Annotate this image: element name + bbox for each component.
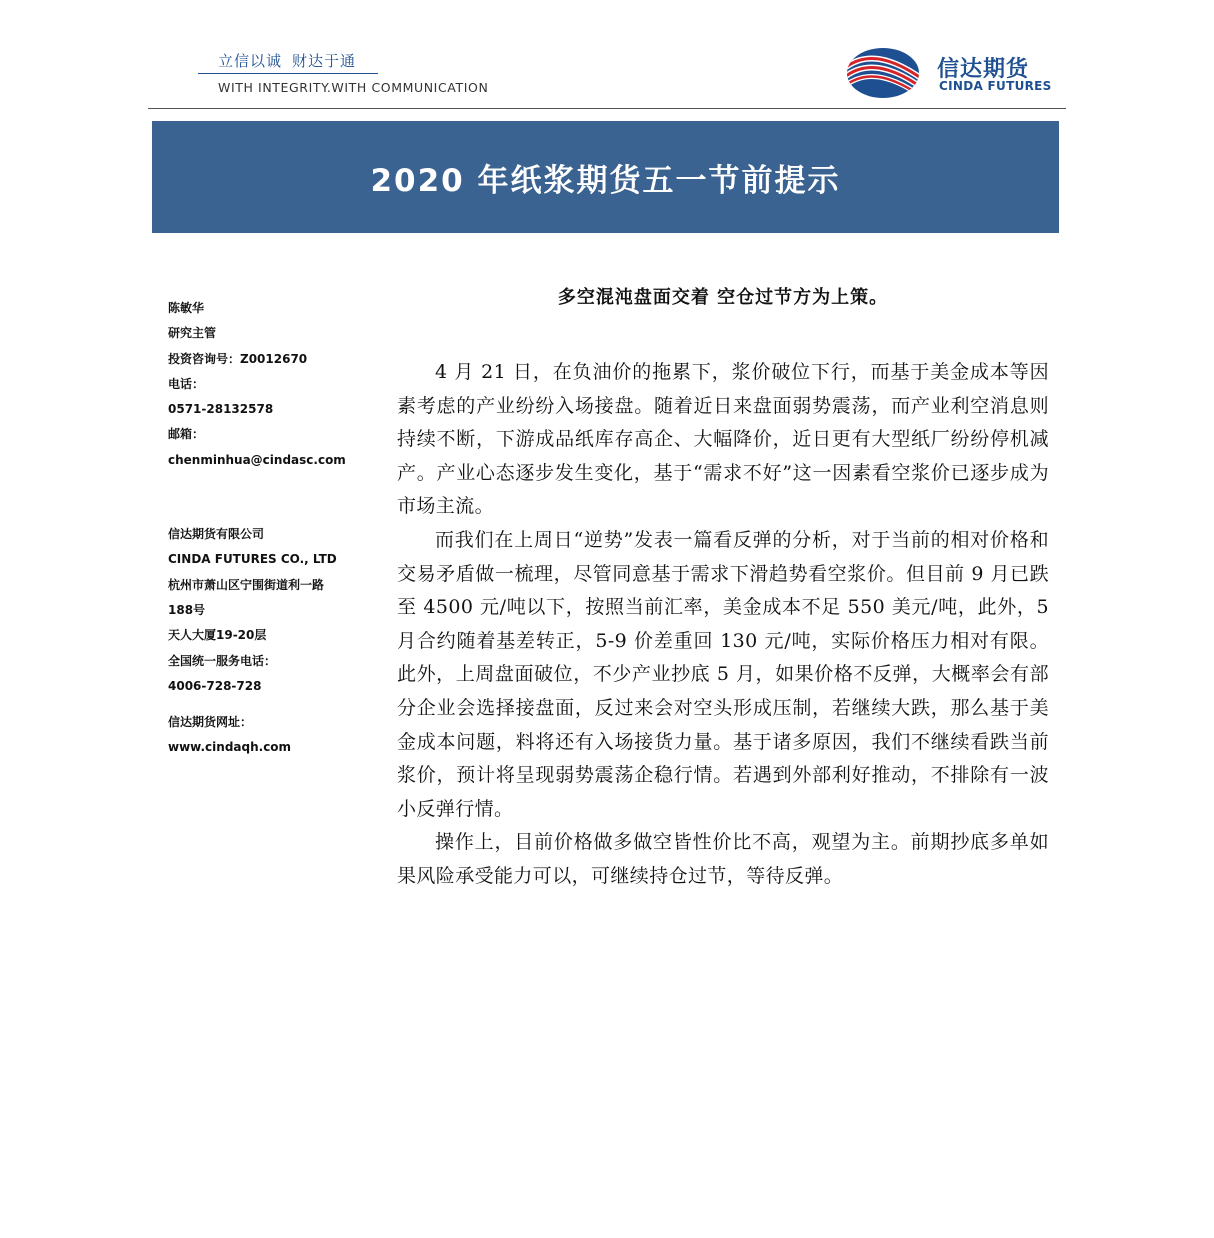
company-name-en: CINDA FUTURES CO., LTD <box>168 552 337 567</box>
slogan-cn <box>218 50 488 71</box>
address-line: 188号 <box>168 602 206 617</box>
report-body <box>397 283 1049 894</box>
author-name: 陈敏华 <box>168 301 205 315</box>
report-subtitle: 多空混沌盘面交着 空仓过节方为上策。 <box>557 287 889 308</box>
hotline-label: 全国统一服务电话： <box>168 653 277 668</box>
address-line: 杭州市萧山区宁围街道利一路 <box>168 577 325 592</box>
company-name-cn: 信达期货有限公司 <box>168 527 265 542</box>
cinda-logo <box>843 47 1083 99</box>
website-label: 信达期货网址： <box>168 715 253 730</box>
email-address: chenminhua@cindasc.com <box>168 452 346 467</box>
phone-label: 电话： <box>168 376 205 391</box>
header-slogan <box>218 50 488 95</box>
cinda-logo-icon <box>843 47 923 99</box>
author-sidebar <box>168 296 383 761</box>
sidebar-spacer <box>168 473 383 522</box>
phone-number: 0571-28132578 <box>168 402 274 417</box>
header-divider <box>148 108 1066 109</box>
address-line: 天人大厦19-20层 <box>168 628 267 643</box>
slogan-en: WITH INTEGRITY.WITH COMMUNICATION <box>218 80 489 95</box>
body-paragraph: 而我们在上周日“逆势”发表一篇看反弹的分析，对于当前的相对价格和交易矛盾做一梳理，尽管同意基于需求下滑趋势看空浆价。但目前 9 月已跌至 4500 元/吨以下，按照当前汇率，美金成本不足 550 美元/吨，此外，5 月合约随着基差转正，5-9 价差重回 130 元/吨，实际价格压力相对有限。此外，上周盘面破位，不少产业抄底 5 月，如果价格不反弹，大概率会有部分企业会选择接盘面，反过来会对空头形成压制，若继续大跌，那么基于美金成本问题，料将还有入场接货力量。基于诸多原因，我们不继续看跌当前浆价，预计将呈现弱势震荡企稳行情。若遇到外部利好推动，不排除有一波小反弹行情。 <box>397 528 1049 820</box>
sidebar-spacer <box>168 699 383 710</box>
license-number: 投资咨询号：Z0012670 <box>168 351 308 366</box>
website-url: www.cindaqh.com <box>168 740 292 755</box>
slogan-part1: 立信以诚 <box>218 52 283 70</box>
logo-text-cn: 信达期货 <box>937 57 1030 82</box>
title-banner <box>152 121 1059 233</box>
author-role: 研究主管 <box>168 326 217 341</box>
body-paragraph: 4 月 21 日，在负油价的拖累下，浆价破位下行，而基于美金成本等因素考虑的产业纷纷入场接盘。随着近日来盘面弱势震荡，而产业利空消息则持续不断，下游成品纸库存高企、大幅降价，近日更有大型纸厂纷纷停机减产。产业心态逐步发生变化，基于“需求不好”这一因素看空浆价已逐步成为市场主流。 <box>397 361 1049 518</box>
email-label: 邮箱： <box>168 427 205 442</box>
hotline-number: 4006-728-728 <box>168 678 262 693</box>
logo-text-en: CINDA FUTURES <box>939 79 1052 93</box>
slogan-underline <box>198 73 378 74</box>
body-paragraph: 操作上，目前价格做多做空皆性价比不高，观望为主。前期抄底多单如果风险承受能力可以，可继续持仓过节，等待反弹。 <box>397 831 1049 887</box>
slogan-part2: 财达于通 <box>292 52 357 70</box>
report-title: 2020 年纸浆期货五一节前提示 <box>370 162 841 199</box>
